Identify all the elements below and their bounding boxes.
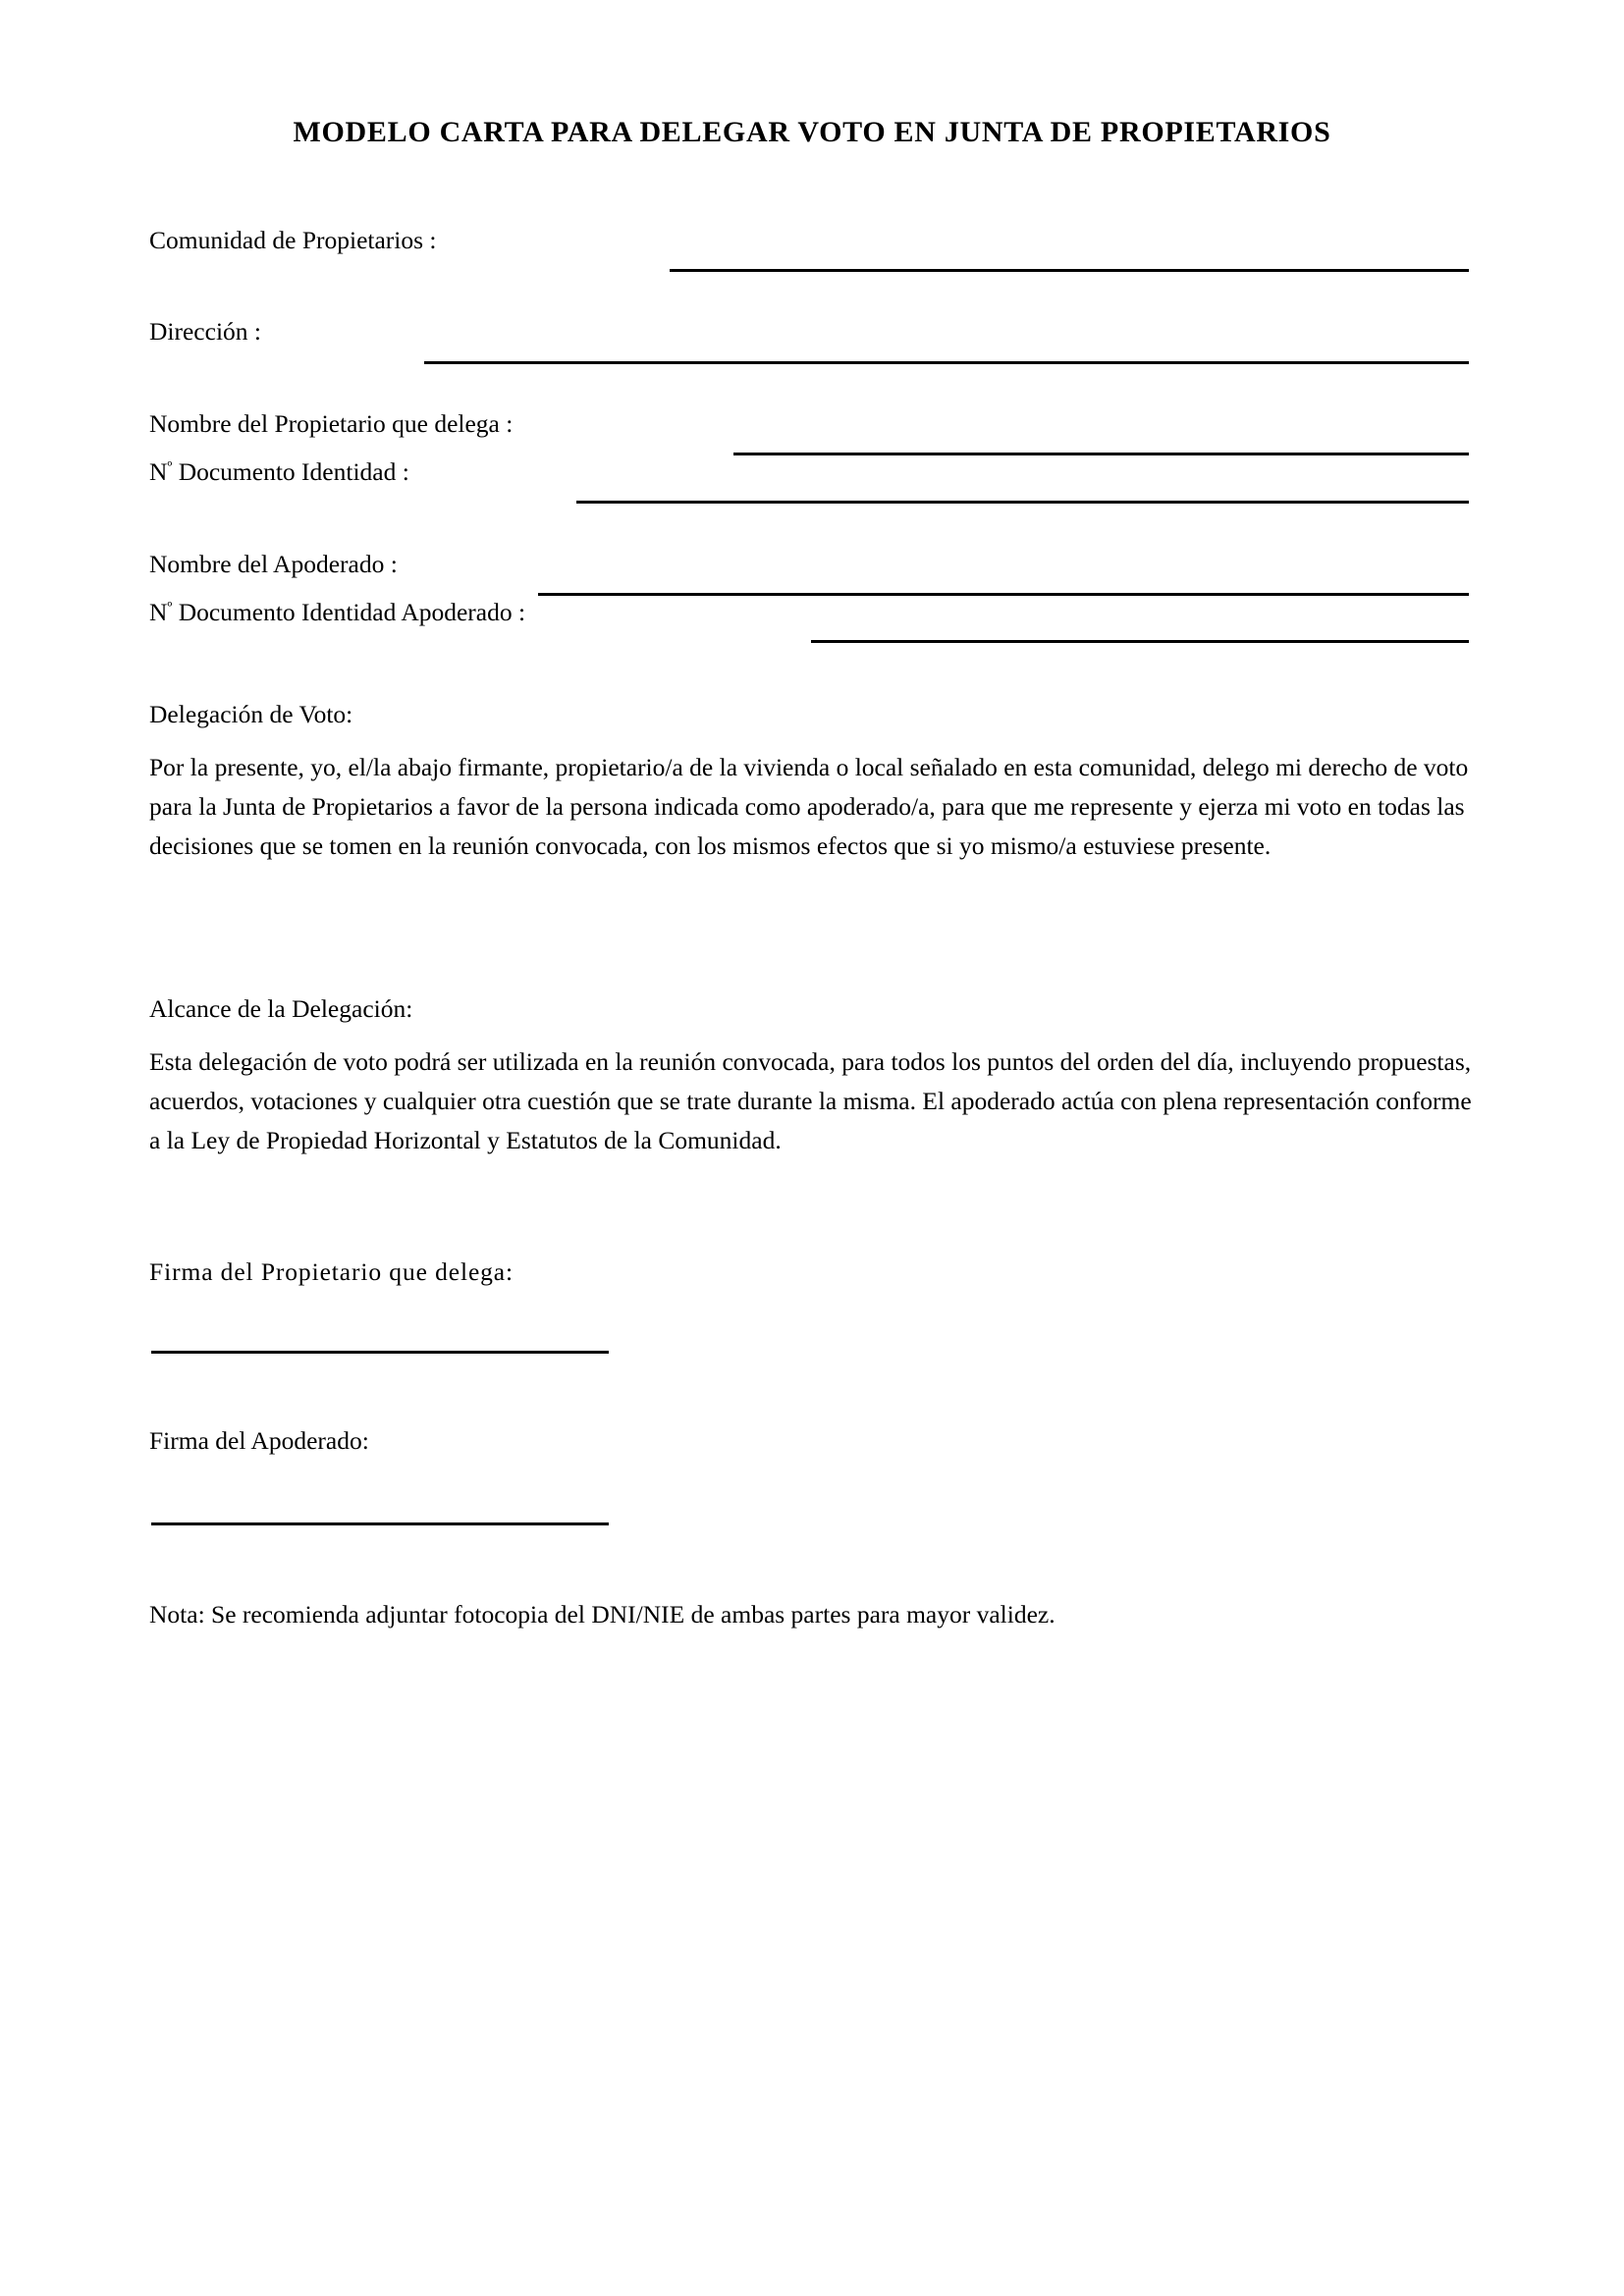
field-label-nombre-apoderado: Nombre del Apoderado : (149, 550, 398, 578)
field-line-nombre-propietario[interactable] (733, 453, 1469, 455)
field-line-direccion[interactable] (424, 361, 1469, 364)
section-body-alcance-text: Esta delegación de voto podrá ser utilizada en la reunión convocada, para todos los puntos del orden del día, incluyendo propuestas, acuerdos, votaciones y cualquier otra cuestión que se trate durante la misma. El apoderado actúa con plena representación conforme a la Ley de Propiedad Horizontal y Estatutos de la Comunidad. (149, 1047, 1472, 1154)
section-body-delegacion-text: Por la presente, yo, el/la abajo firmante, propietario/a de la vivienda o local señalado en esta comunidad, delego mi derecho de voto para la Junta de Propietarios a favor de la persona indicada como apoderado/a, para que me represente y ejerza mi voto en todas las decisiones que se tomen en la reunión convocada, con los mismos efectos que si yo mismo/a estuviese presente. (149, 753, 1469, 860)
field-line-documento-identidad[interactable] (576, 501, 1469, 504)
footer-note: Nota: Se recomienda adjuntar fotocopia del DNI/NIE de ambas partes para mayor validez. (149, 1600, 1056, 1629)
signature-label-propietario: Firma del Propietario que delega: (149, 1257, 514, 1286)
field-label-documento-identidad-apoderado (149, 600, 525, 625)
field-label-documento-identidad (149, 459, 409, 485)
documento-identidad-apoderado-text: Documento Identidad Apoderado : (172, 598, 526, 626)
field-line-documento-identidad-apoderado[interactable] (811, 640, 1469, 643)
section-body-alcance (149, 1042, 1475, 1160)
signature-line-apoderado[interactable] (151, 1522, 609, 1525)
field-line-comunidad[interactable] (670, 269, 1469, 272)
ordinal-indicator-icon: º (167, 458, 173, 476)
documento-identidad-text: Documento Identidad : (172, 457, 409, 486)
section-heading-delegacion: Delegación de Voto: (149, 700, 353, 728)
page-title: MODELO CARTA PARA DELEGAR VOTO EN JUNTA DE PROPIETARIOS (293, 116, 1331, 148)
signature-label-apoderado: Firma del Apoderado: (149, 1426, 369, 1455)
documento-identidad-apoderado-prefix: N (149, 598, 168, 626)
documento-identidad-prefix: N (149, 457, 168, 486)
field-label-comunidad: Comunidad de Propietarios : (149, 226, 437, 254)
section-body-delegacion (149, 748, 1472, 866)
field-label-nombre-propietario: Nombre del Propietario que delega : (149, 409, 514, 438)
field-line-nombre-apoderado[interactable] (538, 593, 1469, 596)
section-heading-alcance: Alcance de la Delegación: (149, 994, 413, 1023)
signature-line-propietario[interactable] (151, 1351, 609, 1354)
field-label-direccion: Dirección : (149, 317, 261, 346)
ordinal-indicator-apoderado-icon: º (167, 599, 173, 616)
